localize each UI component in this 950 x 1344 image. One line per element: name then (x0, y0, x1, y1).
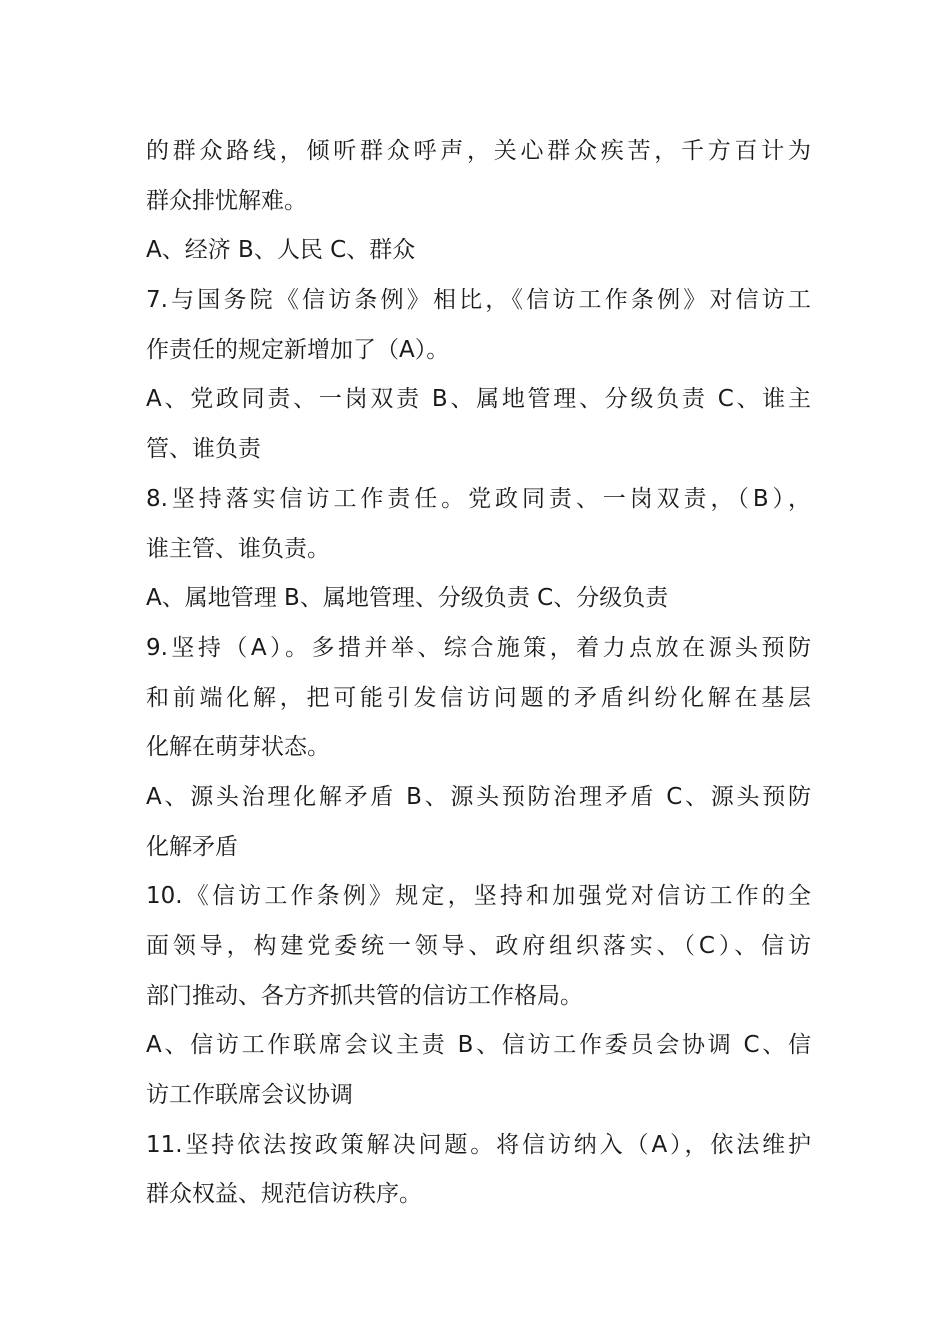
text-line: A、属地管理 B、属地管理、分级负责 C、分级负责 (146, 585, 669, 612)
text-line: A、信访工作联席会议主责 B、信访工作委员会协调 C、信 (146, 1032, 811, 1059)
text-line: 8.坚持落实信访工作责任。党政同责、一岗双责，（B）， (146, 485, 811, 512)
text-line: 7.与国务院《信访条例》相比，《信访工作条例》对信访工 (146, 287, 811, 314)
text-line: A、源头治理化解矛盾 B、源头预防治理矛盾 C、源头预防 (146, 783, 811, 810)
text-line: 管、谁负责 (146, 436, 261, 463)
text-line: 11.坚持依法按政策解决问题。将信访纳入（A），依法维护 (146, 1131, 811, 1158)
text-line: 面领导，构建党委统一领导、政府组织落实、（C）、信访 (146, 933, 811, 959)
text-line: A、党政同责、一岗双责 B、属地管理、分级负责 C、谁主 (146, 386, 811, 413)
text-line: 谁主管、谁负责。 (146, 535, 330, 562)
document-body (146, 127, 811, 1220)
text-line: 群众排忧解难。 (146, 187, 307, 214)
text-line: 10.《信访工作条例》规定，坚持和加强党对信访工作的全 (146, 883, 811, 910)
text-line: 群众权益、规范信访秩序。 (146, 1181, 422, 1208)
text-line: 作责任的规定新增加了（A）。 (146, 336, 450, 363)
text-line: 化解矛盾 (146, 833, 238, 860)
text-line: 和前端化解，把可能引发信访问题的矛盾纠纷化解在基层 (146, 684, 811, 711)
text-line: A、经济 B、人民 C、群众 (146, 237, 416, 264)
text-line: 部门推动、各方齐抓共管的信访工作格局。 (146, 982, 583, 1009)
text-line: 的群众路线，倾听群众呼声，关心群众疾苦，千方百计为 (146, 138, 811, 164)
text-line: 化解在萌芽状态。 (146, 734, 330, 761)
text-line: 9.坚持（A）。多措并举、综合施策，着力点放在源头预防 (146, 634, 811, 661)
text-line: 访工作联席会议协调 (146, 1082, 353, 1109)
